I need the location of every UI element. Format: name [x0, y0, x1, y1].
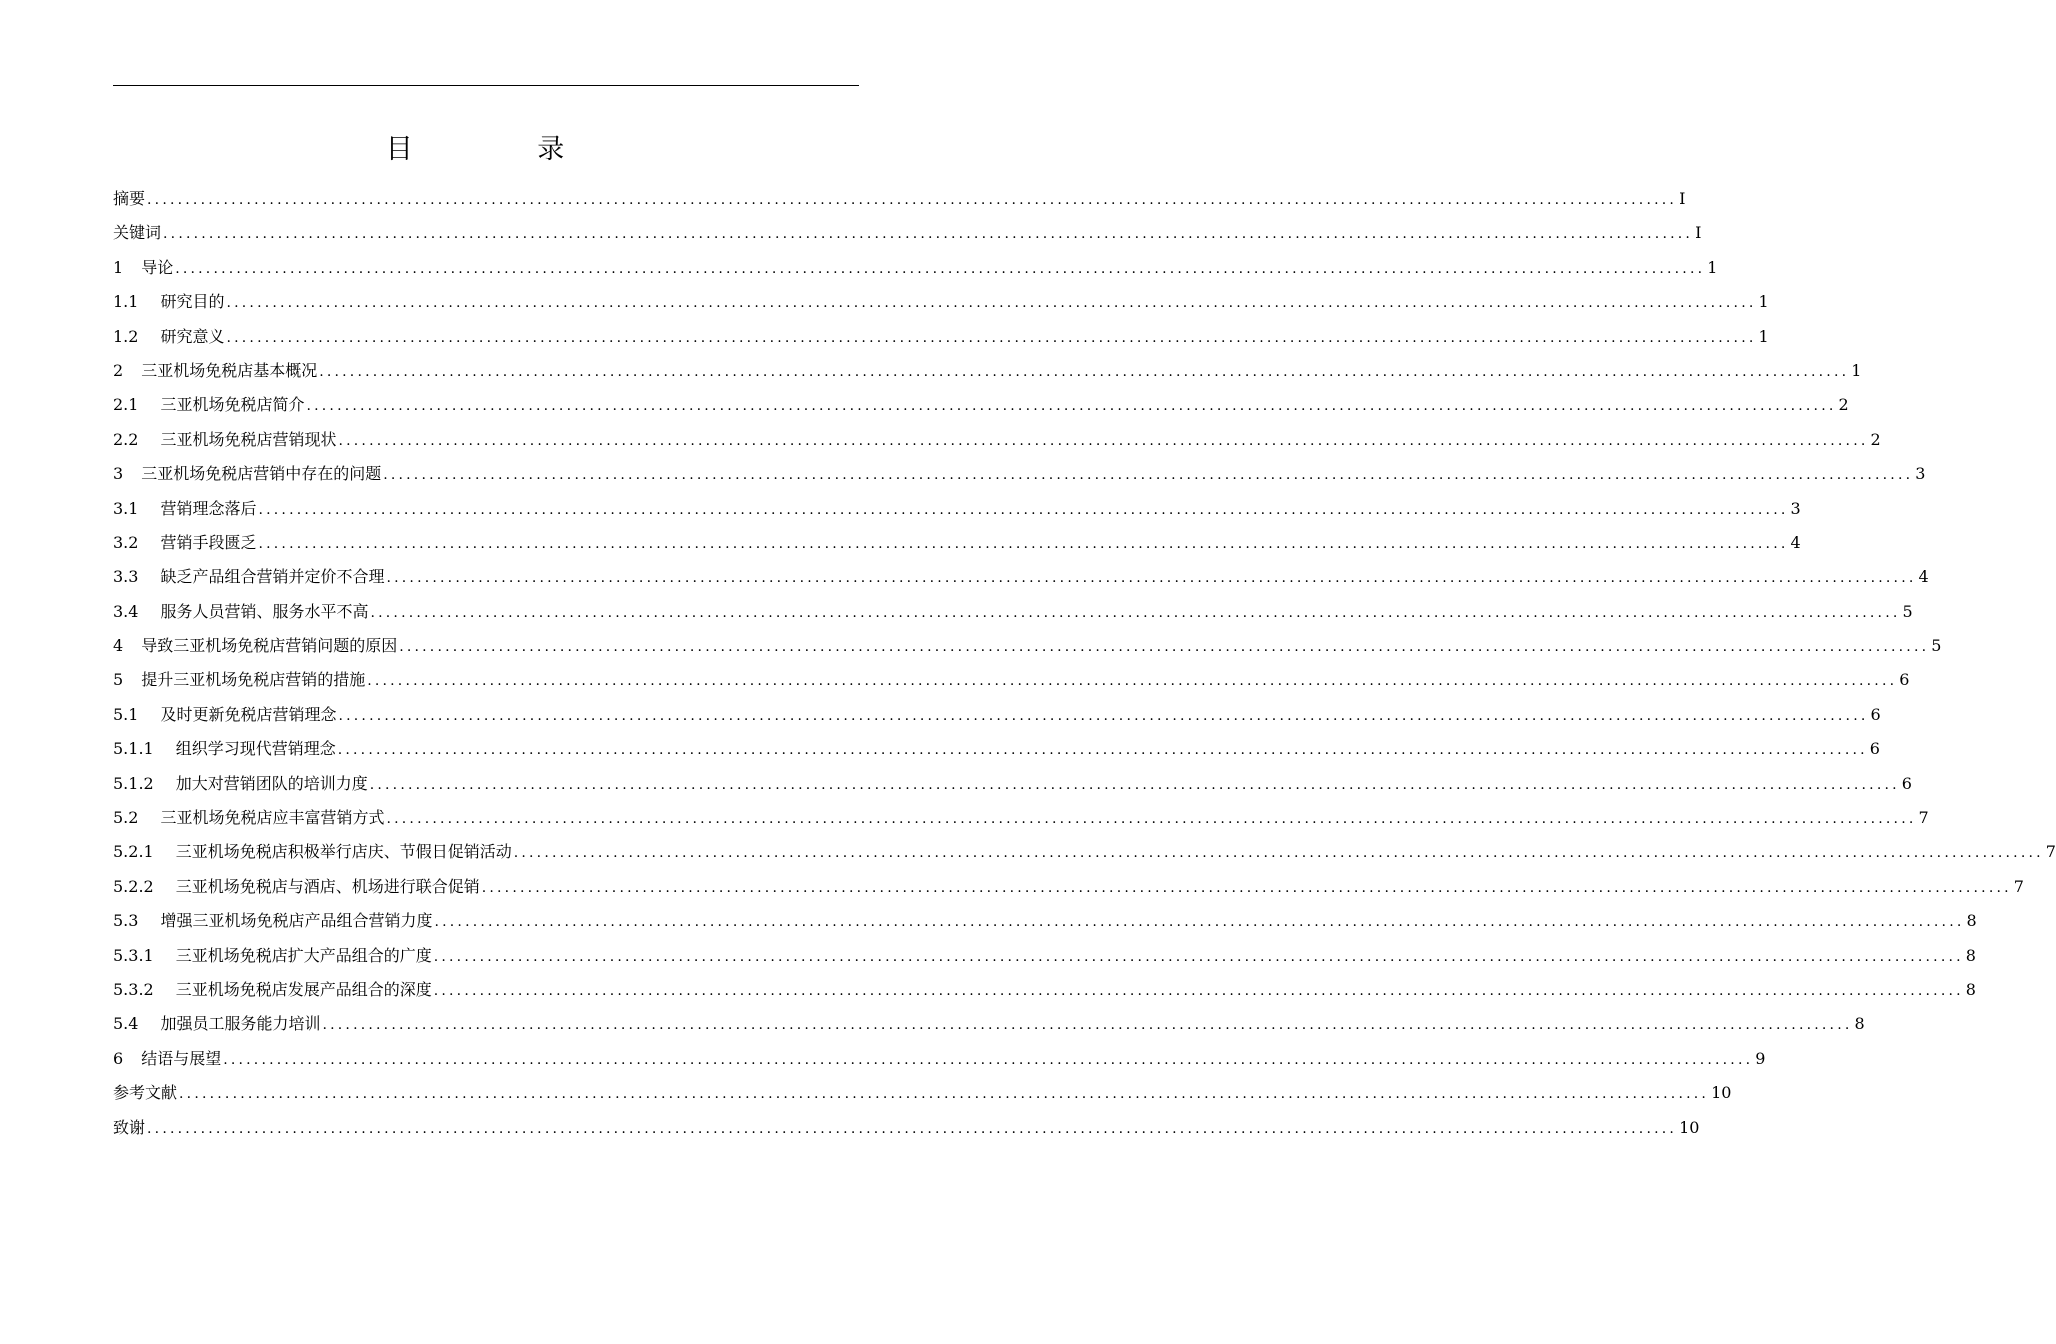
- toc-list: [113, 182, 2056, 1145]
- toc-entry-leader: ........................................................................................................................................................................................................: [306, 398, 1837, 415]
- toc-entry-page: 8: [1965, 979, 1976, 999]
- toc-entry-title: 服务人员营销、服务水平不高: [160, 601, 369, 621]
- toc-entry-title: 加强员工服务能力培训: [160, 1014, 321, 1034]
- toc-entry-title: 致谢: [113, 1117, 146, 1137]
- toc-entry-leader: ........................................................................................................................................................................................................: [147, 192, 1678, 208]
- toc-entry-number: 5.3: [113, 911, 139, 931]
- toc-entry-leader: ........................................................................................................................................................................................................: [481, 879, 2012, 896]
- toc-entry[interactable]: [113, 492, 1801, 526]
- toc-entry-title: 研究意义: [160, 326, 225, 346]
- toc-entry[interactable]: [113, 1042, 1766, 1076]
- toc-entry-number: 2: [113, 360, 124, 380]
- toc-entry[interactable]: [113, 732, 1880, 766]
- toc-entry-title: 三亚机场免税店基本概况: [141, 360, 318, 380]
- toc-entry[interactable]: [113, 767, 1912, 801]
- toc-entry-title: 三亚机场免税店积极举行店庆、节假日促销活动: [175, 842, 512, 862]
- toc-entry-page: 2: [1870, 429, 1881, 449]
- toc-entry-title: 三亚机场免税店扩大产品组合的广度: [175, 945, 432, 965]
- toc-entry-title: 组织学习现代营销理念: [175, 739, 336, 759]
- toc-entry-page: 1: [1758, 326, 1769, 346]
- toc-entry[interactable]: [113, 595, 1913, 629]
- toc-entry-leader: ........................................................................................................................................................................................................: [337, 742, 1868, 759]
- toc-entry[interactable]: [113, 801, 1929, 835]
- toc-entry[interactable]: [113, 457, 1926, 491]
- toc-entry-leader: ........................................................................................................................................................................................................: [399, 639, 1930, 656]
- toc-entry-title: 摘要: [113, 189, 146, 208]
- toc-entry-page: 10: [1679, 1117, 1700, 1137]
- toc-entry-title: 三亚机场免税店应丰富营销方式: [160, 808, 385, 828]
- toc-entry-page: 1: [1758, 292, 1769, 312]
- toc-entry-number: 5.2.1: [113, 842, 154, 862]
- toc-entry-title: 加大对营销团队的培训力度: [175, 773, 368, 793]
- toc-entry-page: 1: [1707, 257, 1718, 277]
- toc-entry-number: 3.1: [113, 498, 139, 518]
- toc-entry-title: 增强三亚机场免税店产品组合营销力度: [160, 911, 433, 931]
- toc-entry-number: 2.2: [113, 429, 139, 449]
- toc-entry-title: 缺乏产品组合营销并定价不合理: [160, 567, 385, 587]
- toc-entry-leader: ........................................................................................................................................................................................................: [386, 811, 1917, 828]
- toc-entry-page: 5: [1931, 636, 1942, 656]
- toc-entry-leader: ........................................................................................................................................................................................................: [322, 1017, 1853, 1034]
- toc-entry[interactable]: [113, 354, 1862, 388]
- toc-entry-leader: ........................................................................................................................................................................................................: [338, 432, 1869, 449]
- toc-entry[interactable]: [113, 629, 1942, 663]
- toc-entry-number: 5.1.1: [113, 739, 154, 759]
- toc-entry-title: 研究目的: [160, 292, 225, 312]
- toc-entry-page: 7: [1918, 808, 1929, 828]
- toc-entry-leader: ........................................................................................................................................................................................................: [433, 948, 1964, 965]
- toc-entry-number: 5.4: [113, 1014, 139, 1034]
- toc-entry-page: 6: [1870, 704, 1881, 724]
- toc-entry-title: 三亚机场免税店发展产品组合的深度: [175, 979, 432, 999]
- toc-entry-number: 4: [113, 636, 124, 656]
- toc-entry[interactable]: [113, 1111, 1700, 1145]
- toc-entry-title: 导论: [141, 257, 174, 277]
- toc-entry-leader: ........................................................................................................................................................................................................: [369, 776, 1900, 793]
- toc-entry-title: 三亚机场免税店营销中存在的问题: [141, 464, 382, 484]
- toc-entry-page: 5: [1902, 601, 1913, 621]
- toc-entry-number: 5.1.2: [113, 773, 154, 793]
- toc-entry-number: 5.2.2: [113, 876, 154, 896]
- toc-entry-leader: ........................................................................................................................................................................................................: [370, 604, 1901, 621]
- toc-entry-page: 6: [1899, 670, 1910, 690]
- toc-entry[interactable]: [113, 388, 1849, 422]
- toc-entry-leader: ........................................................................................................................................................................................................: [434, 914, 1965, 931]
- toc-entry-number: 5.3.1: [113, 945, 154, 965]
- toc-entry-number: 5.2: [113, 808, 139, 828]
- toc-entry-leader: ........................................................................................................................................................................................................: [338, 707, 1869, 724]
- toc-entry-page: 6: [1869, 739, 1880, 759]
- toc-entry-leader: ........................................................................................................................................................................................................: [319, 363, 1850, 380]
- toc-entry-number: 3: [113, 464, 124, 484]
- toc-entry-leader: ........................................................................................................................................................................................................: [226, 295, 1757, 312]
- toc-entry-leader: ........................................................................................................................................................................................................: [147, 1120, 1678, 1137]
- toc-entry[interactable]: [113, 1076, 1732, 1110]
- toc-entry-number: 1.2: [113, 326, 139, 346]
- toc-entry-number: 2.1: [113, 395, 139, 415]
- toc-entry[interactable]: [113, 698, 1881, 732]
- toc-entry-title: 及时更新免税店营销理念: [160, 704, 337, 724]
- header-rule: [113, 85, 859, 86]
- toc-entry[interactable]: [113, 904, 1977, 938]
- toc-entry-number: 1: [113, 257, 124, 277]
- toc-entry[interactable]: [113, 560, 1929, 594]
- toc-entry[interactable]: [113, 939, 1976, 973]
- toc-entry-leader: ........................................................................................................................................................................................................: [175, 260, 1706, 277]
- toc-entry-title: 三亚机场免税店营销现状: [160, 429, 337, 449]
- toc-entry-title: 营销手段匮乏: [160, 532, 257, 552]
- toc-entry-page: 8: [1854, 1014, 1865, 1034]
- toc-entry-page: I: [1695, 223, 1702, 243]
- toc-entry-leader: ........................................................................................................................................................................................................: [226, 329, 1757, 346]
- toc-entry-leader: ........................................................................................................................................................................................................: [179, 1086, 1710, 1103]
- toc-entry-page: 8: [1966, 911, 1977, 931]
- toc-entry-leader: ........................................................................................................................................................................................................: [163, 226, 1694, 243]
- toc-entry-title: 关键词: [113, 223, 162, 243]
- toc-title: 目 录: [385, 134, 623, 165]
- toc-entry[interactable]: [113, 870, 2024, 904]
- toc-entry[interactable]: [113, 1007, 1865, 1041]
- toc-entry-title: 提升三亚机场免税店营销的措施: [141, 670, 366, 690]
- toc-entry[interactable]: [113, 973, 1976, 1007]
- toc-entry[interactable]: [113, 423, 1881, 457]
- toc-entry-number: 5.1: [113, 704, 139, 724]
- toc-entry-leader: ........................................................................................................................................................................................................: [223, 1051, 1754, 1068]
- toc-entry-title: 参考文献: [113, 1083, 178, 1103]
- toc-entry-number: 1.1: [113, 292, 139, 312]
- toc-entry-number: 3.4: [113, 601, 139, 621]
- toc-entry-page: 3: [1915, 464, 1926, 484]
- toc-entry[interactable]: [113, 216, 1702, 250]
- toc-entry-title: 三亚机场免税店与酒店、机场进行联合促销: [175, 876, 480, 896]
- toc-entry-number: 6: [113, 1048, 124, 1068]
- toc-entry-title: 导致三亚机场免税店营销问题的原因: [141, 636, 398, 656]
- toc-entry-page: 8: [1965, 945, 1976, 965]
- toc-entry-number: 5: [113, 670, 124, 690]
- toc-entry-page: 1: [1851, 360, 1862, 380]
- toc-entry-page: 2: [1838, 395, 1849, 415]
- toc-entry-leader: ........................................................................................................................................................................................................: [383, 467, 1914, 484]
- toc-entry-leader: ........................................................................................................................................................................................................: [258, 501, 1789, 518]
- toc-entry-title: 结语与展望: [141, 1048, 222, 1068]
- toc-entry-leader: ........................................................................................................................................................................................................: [433, 982, 1964, 999]
- toc-entry-page: 7: [2045, 842, 2056, 862]
- toc-entry-leader: ........................................................................................................................................................................................................: [513, 845, 2044, 862]
- toc-entry[interactable]: [113, 320, 1769, 354]
- toc-entry-number: 3.3: [113, 567, 139, 587]
- toc-entry-page: 10: [1711, 1083, 1732, 1103]
- toc-entry-leader: ........................................................................................................................................................................................................: [386, 570, 1917, 587]
- toc-entry-leader: ........................................................................................................................................................................................................: [258, 535, 1789, 552]
- toc-entry-title: 三亚机场免税店简介: [160, 395, 305, 415]
- toc-entry[interactable]: [113, 526, 1801, 560]
- toc-entry[interactable]: [113, 663, 1910, 697]
- toc-entry[interactable]: [113, 835, 2056, 869]
- toc-entry-number: 5.3.2: [113, 979, 154, 999]
- toc-entry-page: 4: [1790, 532, 1801, 552]
- toc-entry[interactable]: [113, 182, 1686, 216]
- toc-entry-leader: ........................................................................................................................................................................................................: [367, 673, 1898, 690]
- toc-entry[interactable]: [113, 285, 1769, 319]
- toc-entry-number: 3.2: [113, 532, 139, 552]
- toc-entry-title: 营销理念落后: [160, 498, 257, 518]
- toc-entry-page: 6: [1901, 773, 1912, 793]
- toc-entry-page: 4: [1918, 567, 1929, 587]
- toc-entry[interactable]: [113, 251, 1718, 285]
- toc-entry-page: I: [1679, 189, 1686, 208]
- toc-entry-page: 9: [1755, 1048, 1766, 1068]
- toc-entry-page: 3: [1790, 498, 1801, 518]
- toc-entry-page: 7: [2013, 876, 2024, 896]
